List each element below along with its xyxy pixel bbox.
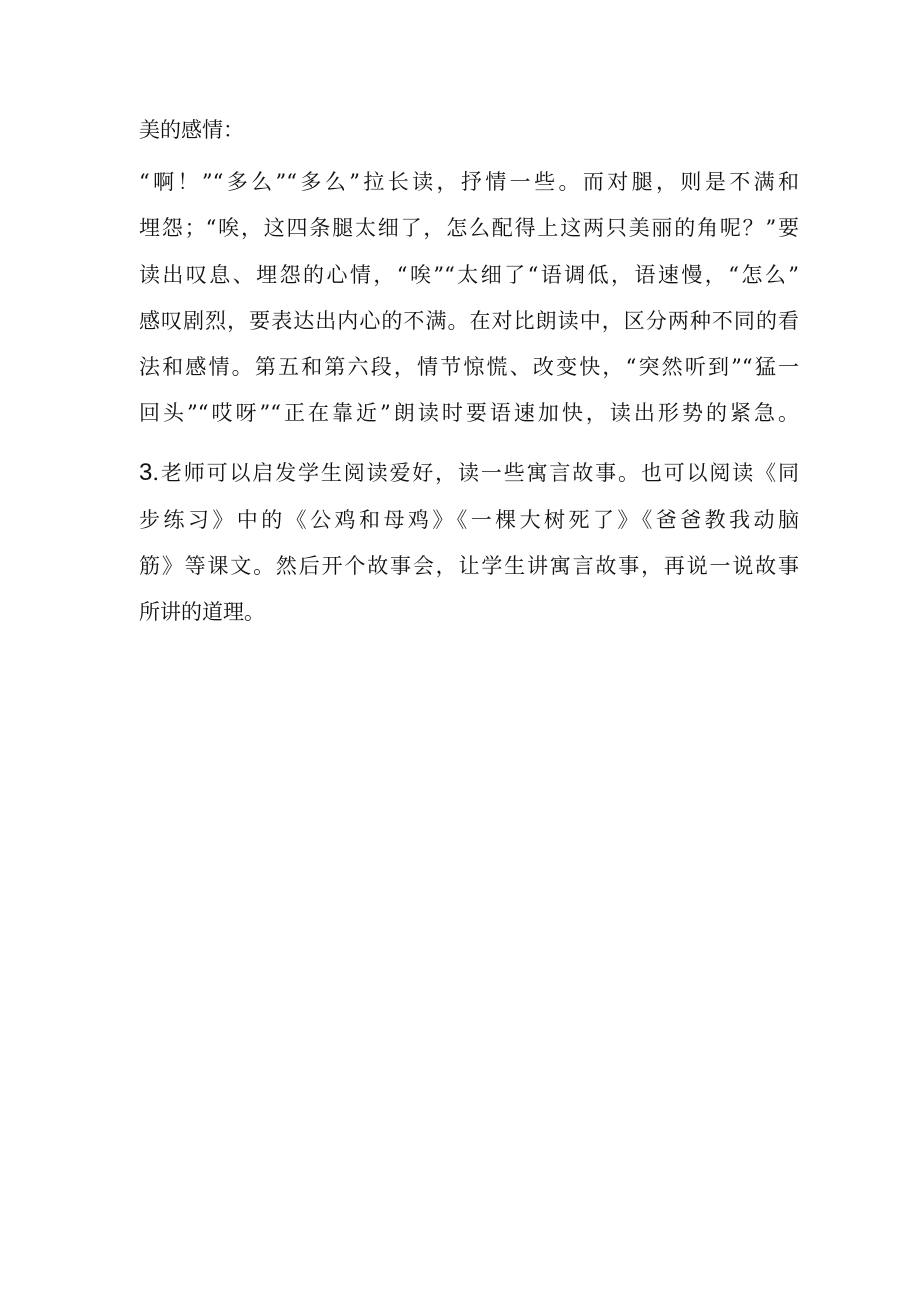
paragraph-line-5: 感叹剧烈，要表达出内心的不满。在对比朗读中，区分两种不同的看 [139,309,799,333]
paragraph-line-1: 美的感情： [139,118,244,142]
list-item-3-line-2: 步练习》中的《公鸡和母鸡》《一棵大树死了》《爸爸教我动脑 [139,508,799,532]
list-item-3-line-3: 筋》等课文。然后开个故事会，让学生讲寓言故事，再说一说故事 [139,554,799,578]
paragraph-line-6: 法和感情。第五和第六段，情节惊慌、改变快，“突然听到”“猛一 [139,355,799,379]
paragraph-line-3: 埋怨；“唉，这四条腿太细了，怎么配得上这两只美丽的角呢？”要 [139,216,799,240]
paragraph-line-7: 回头”“哎呀”“正在靠近”朗读时要语速加快，读出形势的紧急。 [139,401,799,425]
paragraph-line-4: 读出叹息、埋怨的心情，“唉”“太细了“语调低，语速慢，“怎么” [139,263,799,287]
list-item-text: .老师可以启发学生阅读爱好，读一些寓言故事。也可以阅读《同 [152,461,799,485]
paragraph-line-2: “啊！”“多么”“多么”拉长读，抒情一些。而对腿，则是不满和 [139,170,799,194]
list-item-3-line-4: 所讲的道理。 [139,600,265,624]
list-item-number: 3 [139,459,153,486]
list-item-3-line-1 [139,459,799,487]
